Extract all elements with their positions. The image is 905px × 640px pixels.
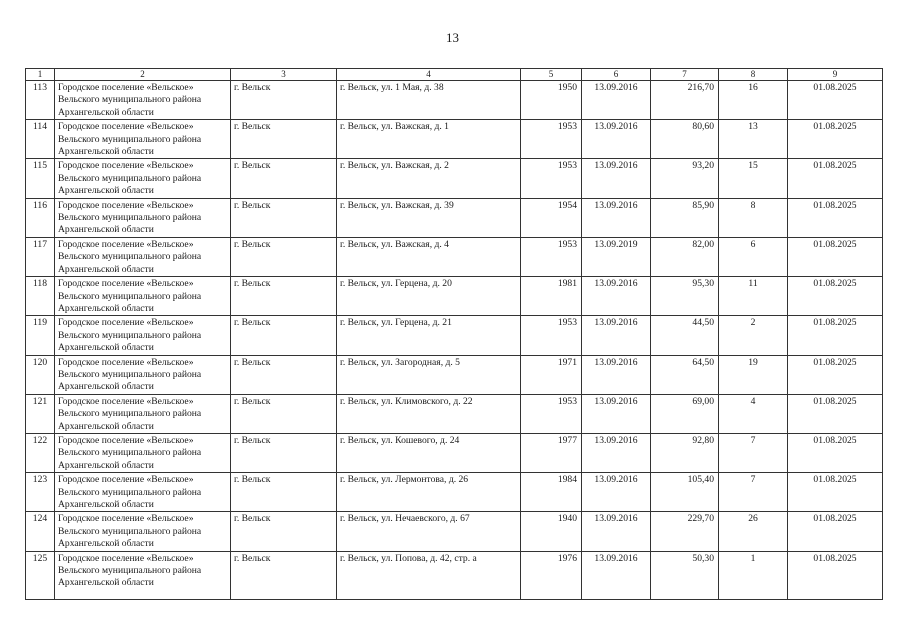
- row-number: 120: [26, 355, 55, 394]
- planned-date: 01.08.2025: [788, 81, 883, 120]
- planned-date: 01.08.2025: [788, 316, 883, 355]
- address: г. Вельск, ул. Герцена, д. 20: [337, 277, 521, 316]
- residents-count: 6: [719, 237, 788, 276]
- table-row: [26, 316, 883, 355]
- residents-count: 16: [719, 81, 788, 120]
- address: г. Вельск, ул. Важская, д. 39: [337, 198, 521, 237]
- municipality-name: Городское поселение «Вельское» Вельского муниципального района Архангельской области: [55, 81, 231, 120]
- row-number: 116: [26, 198, 55, 237]
- planned-date: 01.08.2025: [788, 277, 883, 316]
- recognition-date: 13.09.2016: [582, 277, 651, 316]
- year-built: 1953: [521, 237, 582, 276]
- area: 64,50: [651, 355, 719, 394]
- row-number: 122: [26, 433, 55, 472]
- residents-count: 13: [719, 120, 788, 159]
- address: г. Вельск, ул. Попова, д. 42, стр. а: [337, 551, 521, 599]
- planned-date: 01.08.2025: [788, 512, 883, 551]
- settlement: г. Вельск: [231, 198, 337, 237]
- table-row: [26, 277, 883, 316]
- recognition-date: 13.09.2016: [582, 159, 651, 198]
- address: г. Вельск, ул. Важская, д. 2: [337, 159, 521, 198]
- year-built: 1953: [521, 316, 582, 355]
- municipality-name: Городское поселение «Вельское» Вельского муниципального района Архангельской области: [55, 120, 231, 159]
- area: 216,70: [651, 81, 719, 120]
- municipality-name: Городское поселение «Вельское» Вельского муниципального района Архангельской области: [55, 433, 231, 472]
- settlement: г. Вельск: [231, 81, 337, 120]
- area: 95,30: [651, 277, 719, 316]
- area: 229,70: [651, 512, 719, 551]
- row-number: 121: [26, 394, 55, 433]
- address: г. Вельск, ул. Кошевого, д. 24: [337, 433, 521, 472]
- residents-count: 7: [719, 433, 788, 472]
- row-number: 115: [26, 159, 55, 198]
- address: г. Вельск, ул. Климовского, д. 22: [337, 394, 521, 433]
- recognition-date: 13.09.2016: [582, 551, 651, 599]
- area: 80,60: [651, 120, 719, 159]
- recognition-date: 13.09.2016: [582, 473, 651, 512]
- header-col-1: 1: [26, 69, 55, 81]
- planned-date: 01.08.2025: [788, 355, 883, 394]
- planned-date: 01.08.2025: [788, 198, 883, 237]
- page-number: 13: [446, 30, 459, 45]
- residents-count: 15: [719, 159, 788, 198]
- table-row: [26, 433, 883, 472]
- table-row: [26, 198, 883, 237]
- row-number: 117: [26, 237, 55, 276]
- housing-table: [25, 68, 883, 600]
- row-number: 118: [26, 277, 55, 316]
- header-col-7: 7: [651, 69, 719, 81]
- municipality-name: Городское поселение «Вельское» Вельского муниципального района Архангельской области: [55, 473, 231, 512]
- recognition-date: 13.09.2016: [582, 394, 651, 433]
- municipality-name: Городское поселение «Вельское» Вельского муниципального района Архангельской области: [55, 237, 231, 276]
- settlement: г. Вельск: [231, 277, 337, 316]
- table-row: [26, 81, 883, 120]
- municipality-name: Городское поселение «Вельское» Вельского муниципального района Архангельской области: [55, 551, 231, 599]
- recognition-date: 13.09.2016: [582, 355, 651, 394]
- header-row: [26, 69, 883, 81]
- address: г. Вельск, ул. Загородная, д. 5: [337, 355, 521, 394]
- row-number: 113: [26, 81, 55, 120]
- area: 92,80: [651, 433, 719, 472]
- address: г. Вельск, ул. Важская, д. 1: [337, 120, 521, 159]
- planned-date: 01.08.2025: [788, 551, 883, 599]
- header-col-9: 9: [788, 69, 883, 81]
- settlement: г. Вельск: [231, 394, 337, 433]
- table-row: [26, 355, 883, 394]
- row-number: 125: [26, 551, 55, 599]
- year-built: 1984: [521, 473, 582, 512]
- header-col-6: 6: [582, 69, 651, 81]
- area: 85,90: [651, 198, 719, 237]
- residents-count: 19: [719, 355, 788, 394]
- area: 69,00: [651, 394, 719, 433]
- header-col-8: 8: [719, 69, 788, 81]
- recognition-date: 13.09.2016: [582, 512, 651, 551]
- area: 105,40: [651, 473, 719, 512]
- recognition-date: 13.09.2016: [582, 81, 651, 120]
- municipality-name: Городское поселение «Вельское» Вельского муниципального района Архангельской области: [55, 198, 231, 237]
- residents-count: 2: [719, 316, 788, 355]
- table-row: [26, 237, 883, 276]
- table-row: [26, 159, 883, 198]
- address: г. Вельск, ул. Важская, д. 4: [337, 237, 521, 276]
- planned-date: 01.08.2025: [788, 159, 883, 198]
- planned-date: 01.08.2025: [788, 394, 883, 433]
- header-col-2: 2: [55, 69, 231, 81]
- year-built: 1977: [521, 433, 582, 472]
- residents-count: 26: [719, 512, 788, 551]
- residents-count: 7: [719, 473, 788, 512]
- planned-date: 01.08.2025: [788, 433, 883, 472]
- year-built: 1981: [521, 277, 582, 316]
- settlement: г. Вельск: [231, 120, 337, 159]
- year-built: 1950: [521, 81, 582, 120]
- municipality-name: Городское поселение «Вельское» Вельского муниципального района Архангельской области: [55, 512, 231, 551]
- year-built: 1971: [521, 355, 582, 394]
- year-built: 1953: [521, 120, 582, 159]
- table-row: [26, 473, 883, 512]
- residents-count: 8: [719, 198, 788, 237]
- address: г. Вельск, ул. Лермонтова, д. 26: [337, 473, 521, 512]
- planned-date: 01.08.2025: [788, 120, 883, 159]
- year-built: 1954: [521, 198, 582, 237]
- year-built: 1953: [521, 159, 582, 198]
- address: г. Вельск, ул. 1 Мая, д. 38: [337, 81, 521, 120]
- area: 93,20: [651, 159, 719, 198]
- row-number: 124: [26, 512, 55, 551]
- residents-count: 4: [719, 394, 788, 433]
- recognition-date: 13.09.2016: [582, 120, 651, 159]
- settlement: г. Вельск: [231, 512, 337, 551]
- area: 82,00: [651, 237, 719, 276]
- settlement: г. Вельск: [231, 355, 337, 394]
- table-row: [26, 551, 883, 599]
- area: 50,30: [651, 551, 719, 599]
- area: 44,50: [651, 316, 719, 355]
- settlement: г. Вельск: [231, 433, 337, 472]
- header-col-5: 5: [521, 69, 582, 81]
- recognition-date: 13.09.2016: [582, 198, 651, 237]
- settlement: г. Вельск: [231, 316, 337, 355]
- municipality-name: Городское поселение «Вельское» Вельского муниципального района Архангельской области: [55, 394, 231, 433]
- row-number: 123: [26, 473, 55, 512]
- municipality-name: Городское поселение «Вельское» Вельского муниципального района Архангельской области: [55, 355, 231, 394]
- settlement: г. Вельск: [231, 551, 337, 599]
- header-col-4: 4: [337, 69, 521, 81]
- planned-date: 01.08.2025: [788, 237, 883, 276]
- recognition-date: 13.09.2016: [582, 316, 651, 355]
- planned-date: 01.08.2025: [788, 473, 883, 512]
- year-built: 1953: [521, 394, 582, 433]
- residents-count: 11: [719, 277, 788, 316]
- recognition-date: 13.09.2019: [582, 237, 651, 276]
- residents-count: 1: [719, 551, 788, 599]
- table-body: [26, 81, 883, 600]
- row-number: 119: [26, 316, 55, 355]
- row-number: 114: [26, 120, 55, 159]
- municipality-name: Городское поселение «Вельское» Вельского муниципального района Архангельской области: [55, 277, 231, 316]
- table-header: [26, 69, 883, 81]
- year-built: 1940: [521, 512, 582, 551]
- municipality-name: Городское поселение «Вельское» Вельского муниципального района Архангельской области: [55, 159, 231, 198]
- settlement: г. Вельск: [231, 237, 337, 276]
- municipality-name: Городское поселение «Вельское» Вельского муниципального района Архангельской области: [55, 316, 231, 355]
- table-row: [26, 120, 883, 159]
- year-built: 1976: [521, 551, 582, 599]
- address: г. Вельск, ул. Нечаевского, д. 67: [337, 512, 521, 551]
- settlement: г. Вельск: [231, 159, 337, 198]
- header-col-3: 3: [231, 69, 337, 81]
- address: г. Вельск, ул. Герцена, д. 21: [337, 316, 521, 355]
- settlement: г. Вельск: [231, 473, 337, 512]
- table-row: [26, 394, 883, 433]
- recognition-date: 13.09.2016: [582, 433, 651, 472]
- table-row: [26, 512, 883, 551]
